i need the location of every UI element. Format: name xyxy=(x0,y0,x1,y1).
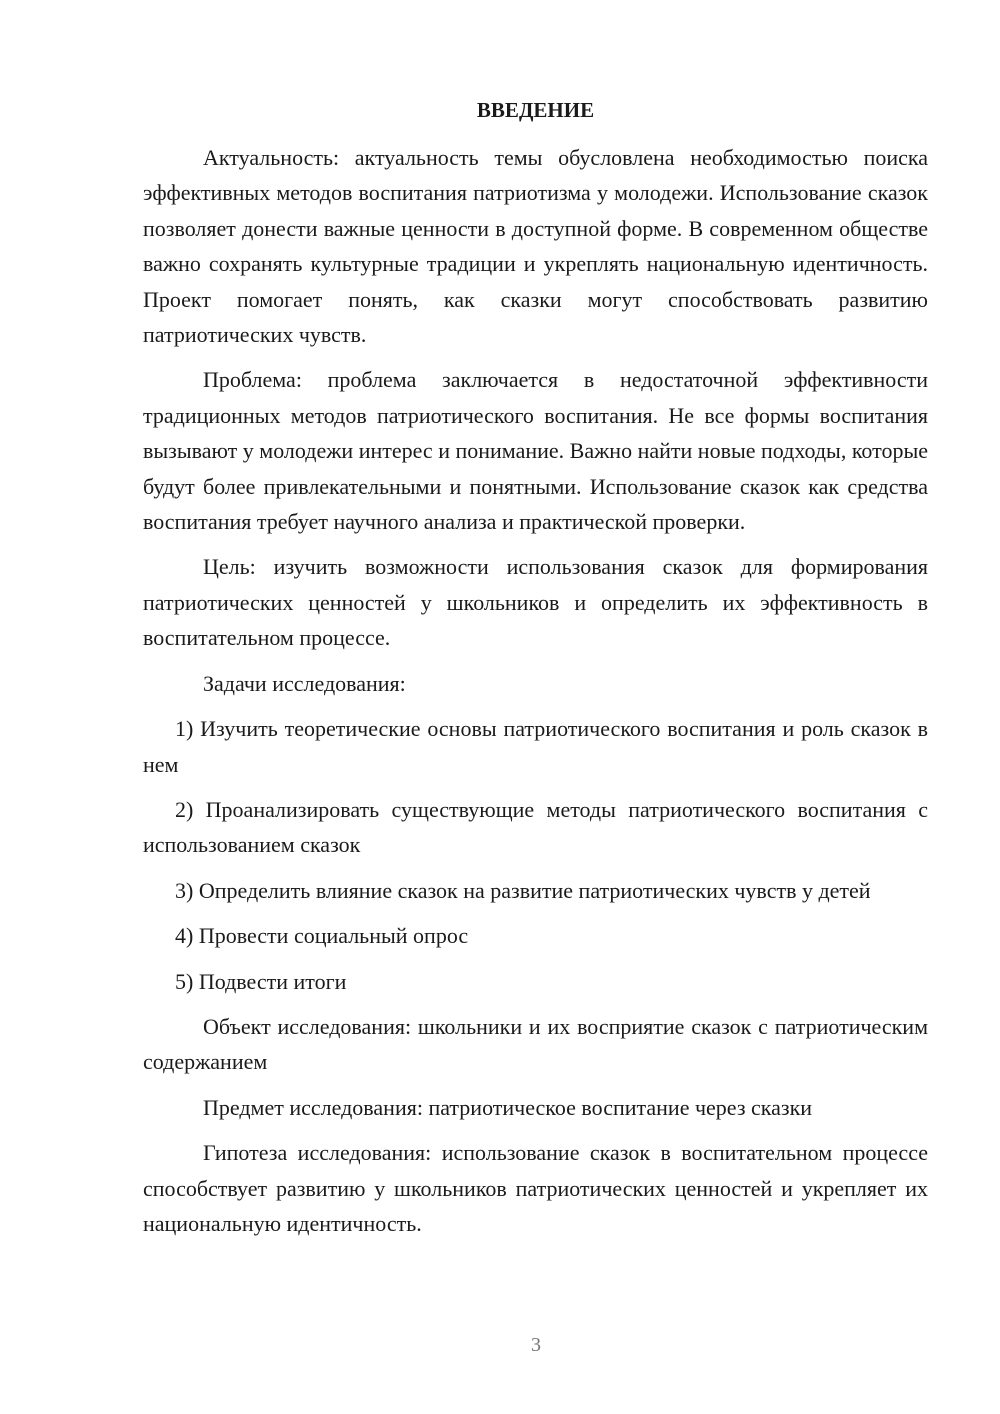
page-number: 3 xyxy=(531,1334,541,1356)
problem-paragraph: Проблема: проблема заключается в недостаточной эффективности традиционных методов патриотического воспитания. Не все формы воспитания вызывают у молодежи интерес и понимание. Важно найти новые подходы, которые будут более привлекательными и понятными. Использование сказок как средства воспитания требует научного анализа и практической проверки. xyxy=(143,367,928,535)
relevance-paragraph: Актуальность: актуальность темы обусловлена необходимостью поиска эффективных методов воспитания патриотизма у молодежи. Использование сказок позволяет донести важные ценности в доступной форме. В современном обществе важно сохранять культурные традиции и укреплять национальную идентичность. Проект помогает понять, как сказки могут способствовать развитию патриотических чувств. xyxy=(143,145,928,348)
subject-paragraph: Предмет исследования: патриотическое воспитание через сказки xyxy=(203,1094,813,1120)
page-content xyxy=(143,92,928,1251)
hypothesis-paragraph: Гипотеза исследования: использование сказок в воспитательном процессе способствует развитию у школьников патриотических ценностей и укрепляет их национальную идентичность. xyxy=(143,1140,928,1236)
task-item-3: 3) Определить влияние сказок на развитие патриотических чувств у детей xyxy=(175,877,871,903)
task-item-4: 4) Провести социальный опрос xyxy=(175,923,469,949)
task-item-2: 2) Проанализировать существующие методы патриотического воспитания с использованием сказок xyxy=(143,796,928,858)
tasks-heading: Задачи исследования: xyxy=(203,670,406,696)
goal-paragraph: Цель: изучить возможности использования сказок для формирования патриотических ценностей у школьников и определить их эффективность в воспитательном процессе. xyxy=(143,554,928,651)
task-item-1: 1) Изучить теоретические основы патриотического воспитания и роль сказок в нем xyxy=(143,716,928,777)
task-item-5: 5) Подвести итоги xyxy=(175,968,347,994)
page-title: ВВЕДЕНИЕ xyxy=(476,98,595,122)
object-paragraph: Объект исследования: школьники и их восприятие сказок с патриотическим содержанием xyxy=(143,1013,928,1075)
